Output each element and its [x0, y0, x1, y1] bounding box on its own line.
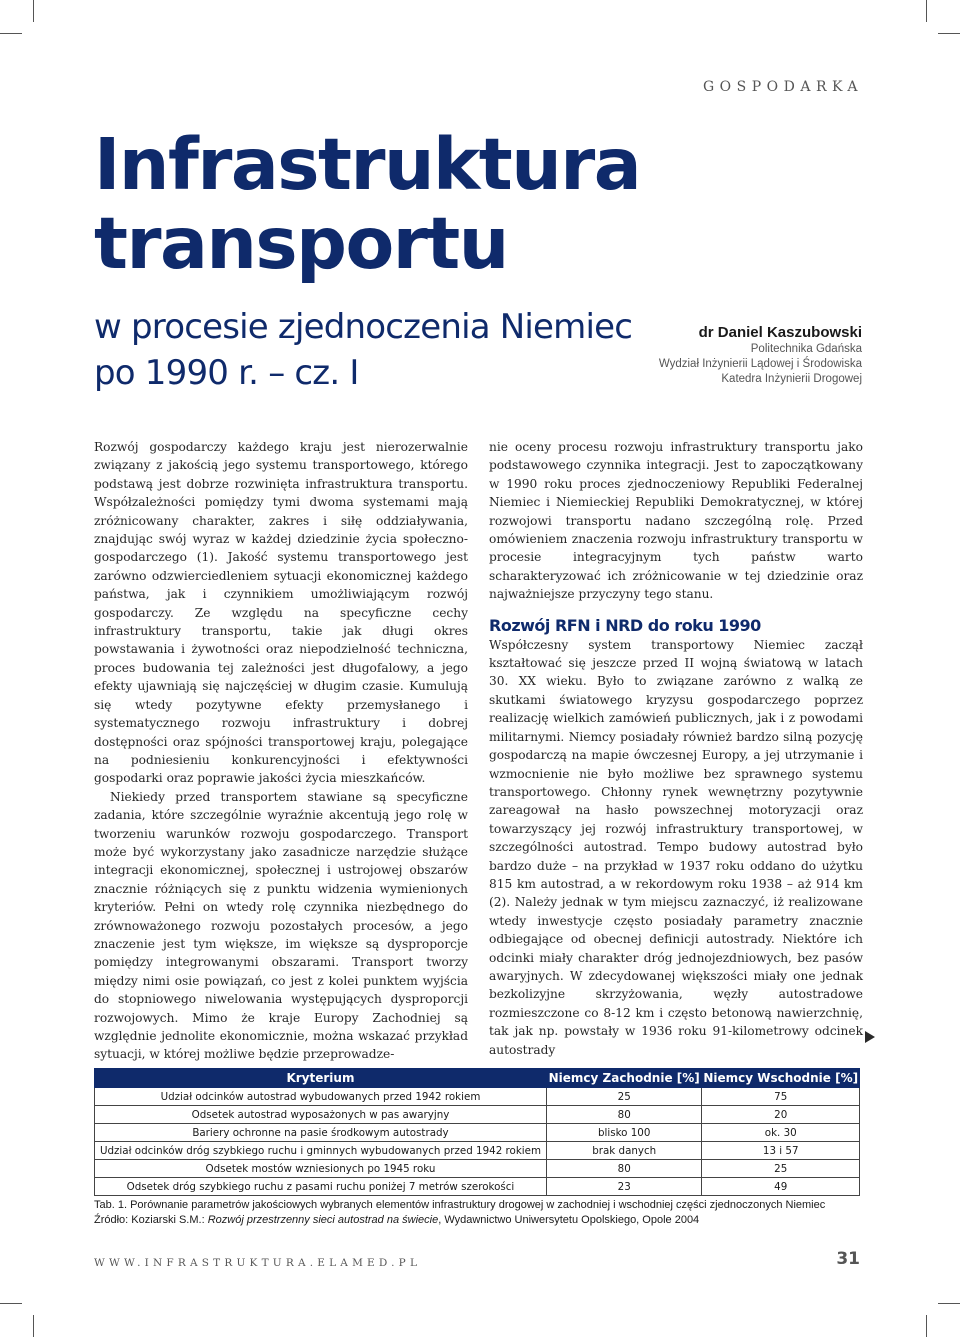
section-heading: Rozwój RFN i NRD do roku 1990 — [489, 615, 761, 635]
crop-mark — [926, 0, 927, 22]
article-subtitle — [94, 304, 632, 396]
title-line-2: transportu — [94, 202, 508, 285]
body-column-left — [94, 438, 468, 1064]
subtitle-line-2: po 1990 r. – cz. I — [94, 353, 359, 393]
table-row — [95, 1106, 860, 1124]
crop-mark — [938, 33, 960, 34]
table-cell: 80 — [546, 1160, 702, 1178]
body-column-right — [489, 438, 863, 1059]
article-title — [94, 125, 640, 283]
table-cell: 13 i 57 — [702, 1142, 860, 1160]
table-cell: blisko 100 — [546, 1124, 702, 1142]
table-cell: Udział odcinków dróg szybkiego ruchu i gminnych wybudowanych przed 1942 rokiem — [95, 1142, 547, 1160]
caption-title: Tab. 1. Porównanie parametrów jakościowych wybranych elementów infrastruktury drogowej w zachodniej i wschodniej części zjednoczonych Niemiec — [94, 1199, 826, 1211]
body-paragraph: Rozwój gospodarczy każdego kraju jest nierozerwalnie związany z jakością jego systemu transportowego, którego podstawą jest dobrze rozwinięta infrastruktura transportu. Współzależności pomiędzy tymi dwoma systemami mają zróżnicowany charakter, zakres i siłę oddziaływania, znajdując swój wyraz w każdej dziedzinie życia społeczno-gospodarczego (1). Jakość systemu transportowego jest zarówno odzwierciedleniem sytuacji ekonomicznej każdego państwa, jak i czynnikiem umożliwiającym rozwój gospodarczy. Ze względu na specyficzne cechy infrastruktury transportu, takie jak długi okres powstawania i żywotności oraz niepodzielność techniczna, proces budowania tej zależności jest długofalowy, a jego efekty ujawniają się najczęściej w długim czasie. Kumulują się wtedy pozytywne efekty przemysłanego i systematycznego rozwoju infrastruktury i dobrej dostępności oraz spójności transportowej kraju, polegające na podniesieniu konkurencyjności i efektywności gospodarki oraz poprawie jakości życia mieszkańców. — [94, 440, 468, 786]
table-cell: 25 — [702, 1160, 860, 1178]
table-cell: 25 — [546, 1088, 702, 1106]
table-cell: Bariery ochronne na pasie środkowym autostrady — [95, 1124, 547, 1142]
author-university: Politechnika Gdańska — [750, 343, 862, 355]
continue-arrow-icon — [865, 1031, 875, 1043]
comparison-table — [94, 1068, 860, 1196]
table-header-cell: Niemcy Wschodnie [%] — [702, 1069, 860, 1088]
author-department: Katedra Inżynierii Drogowej — [721, 373, 862, 385]
author-name: dr Daniel Kaszubowski — [698, 324, 862, 341]
table-header-cell: Niemcy Zachodnie [%] — [546, 1069, 702, 1088]
crop-mark — [926, 1315, 927, 1337]
subtitle-line-1: w procesie zjednoczenia Niemiec — [94, 307, 633, 347]
table-cell: Udział odcinków autostrad wybudowanych przed 1942 rokiem — [95, 1088, 547, 1106]
section-label: GOSPODARKA — [702, 79, 863, 95]
footer-url: WWW.INFRASTRUKTURA.ELAMED.PL — [94, 1257, 422, 1269]
table-caption — [94, 1198, 825, 1228]
table-row — [95, 1124, 860, 1142]
table-cell: 49 — [702, 1178, 860, 1196]
body-paragraph: Współczesny system transportowy Niemiec zaczął kształtować się jeszcze przed II wojną światową w latach 30. XX wieku. Było to związane zarówno z walką ze skutkami światowego kryzysu gospodarczego poprzez realizację wielkich zamówień publicznych, jak i z powodami militarnymi. Niemcy posiadały również bardzo silną pozycję gospodarczą na mapie ówczesnej Europy, a jej utrzymanie i wzmocnienie nie było możliwe bez sprawnego systemu transportowego. Chłonny rynek wewnętrzny pozytywnie zareagował na hasło powszechnej motoryzacji oraz towarzyszący jej rozwój infrastruktury transportowej, w szczególności autostrad. Tempo budowy autostrad było bardzo duże – na przykład w 1937 roku oddano do użytku 815 km autostrad, a w rekordowym roku 1938 – aż 914 km (2). Należy jednak w tym miejscu zaznaczyć, iż realizowane wtedy inwestycje często posiadały parametry znacznie odbiegające od obecnej definicji autostrady. Niektóre ich odcinki miały charakter dróg jednojezdniowych, bez pasów awaryjnych. W zdecydowanej większości miały one jednak bezkolizyjne skrzyżowania, węzły autostradowe rozmieszczone co 8-12 km i często betonową nawierzchnię, tak jak np. powstały w 1936 roku 91-kilometrowy odcinek autostrady — [489, 637, 863, 1057]
crop-mark — [33, 1315, 34, 1337]
author-faculty: Wydział Inżynierii Lądowej i Środowiska — [658, 358, 862, 370]
crop-mark — [0, 1303, 22, 1304]
source-suffix: , Wydawnictwo Uniwersytetu Opolskiego, Opole 2004 — [438, 1214, 700, 1226]
table-cell: 80 — [546, 1106, 702, 1124]
body-paragraph: nie oceny procesu rozwoju infrastruktury transportu jako podstawowego czynnika integracji. Jest to zapoczątkowany w 1990 roku proces zjednoczeniowy Republiki Federalnej Niemiec i Niemieckiej Republiki Demokratycznej, w której rozwojowi transportu nadano szczególną rolę. Przed omówieniem znaczenia rozwoju infrastruktury transportu w procesie integracyjnym tych państw warto scharakteryzować ich zróżnicowanie w tej dziedzinie oraz najważniejsze przyczyny tego stanu. — [489, 440, 863, 602]
author-block — [659, 324, 862, 387]
table-cell: Odsetek mostów wzniesionych po 1945 roku — [95, 1160, 547, 1178]
table-cell: Odsetek autostrad wyposażonych w pas awaryjny — [95, 1106, 547, 1124]
title-line-1: Infrastruktura — [94, 123, 641, 206]
table-header-cell: Kryterium — [95, 1069, 547, 1088]
caption-source — [94, 1213, 825, 1228]
table-row — [95, 1088, 860, 1106]
table-row — [95, 1178, 860, 1196]
table-cell: 75 — [702, 1088, 860, 1106]
source-prefix: Źródło: Koziarski S.M.: — [94, 1214, 208, 1226]
source-title: Rozwój przestrzenny sieci autostrad na świecie — [207, 1214, 439, 1226]
crop-mark — [0, 33, 22, 34]
crop-mark — [938, 1303, 960, 1304]
body-paragraph: Niekiedy przed transportem stawiane są specyficzne zadania, które szczególnie wyraźnie akcentują jego rolę w tworzeniu warunków rozwoju gospodarczego. Transport może być wykorzystany jako zasadnicze narzędzie służące integracji ekonomicznej, społecznej i ustrojowej obszarów znacznie różniących się z punktu widzenia wymienionych kryteriów. Pełni on wtedy rolę czynnika niezbędnego do zrównoważonego rozwoju pozostałych procesów, a jego znaczenie jest tym większe, im większe są dysproporcje pomiędzy integrowanymi obszarami. Transport tworzy między nimi osie powiązań, co jest z kolei punktem wyjścia do stopniowego niwelowania występujących dysproporcji rozwojowych. Mimo że kraje Europy Zachodniej są względnie jednolite ekonomicznie, można wskazać przykład sytuacji, w której możliwe będzie przeprowadze- — [94, 789, 468, 1062]
table-cell: Odsetek dróg szybkiego ruchu z pasami ruchu poniżej 7 metrów szerokości — [95, 1178, 547, 1196]
table-cell: 20 — [702, 1106, 860, 1124]
table-cell: ok. 30 — [702, 1124, 860, 1142]
table-row — [95, 1160, 860, 1178]
table-row — [95, 1142, 860, 1160]
table-header-row — [95, 1069, 860, 1088]
crop-mark — [33, 0, 34, 22]
table-cell: 23 — [546, 1178, 702, 1196]
page-number: 31 — [836, 1249, 860, 1269]
table-cell: brak danych — [546, 1142, 702, 1160]
